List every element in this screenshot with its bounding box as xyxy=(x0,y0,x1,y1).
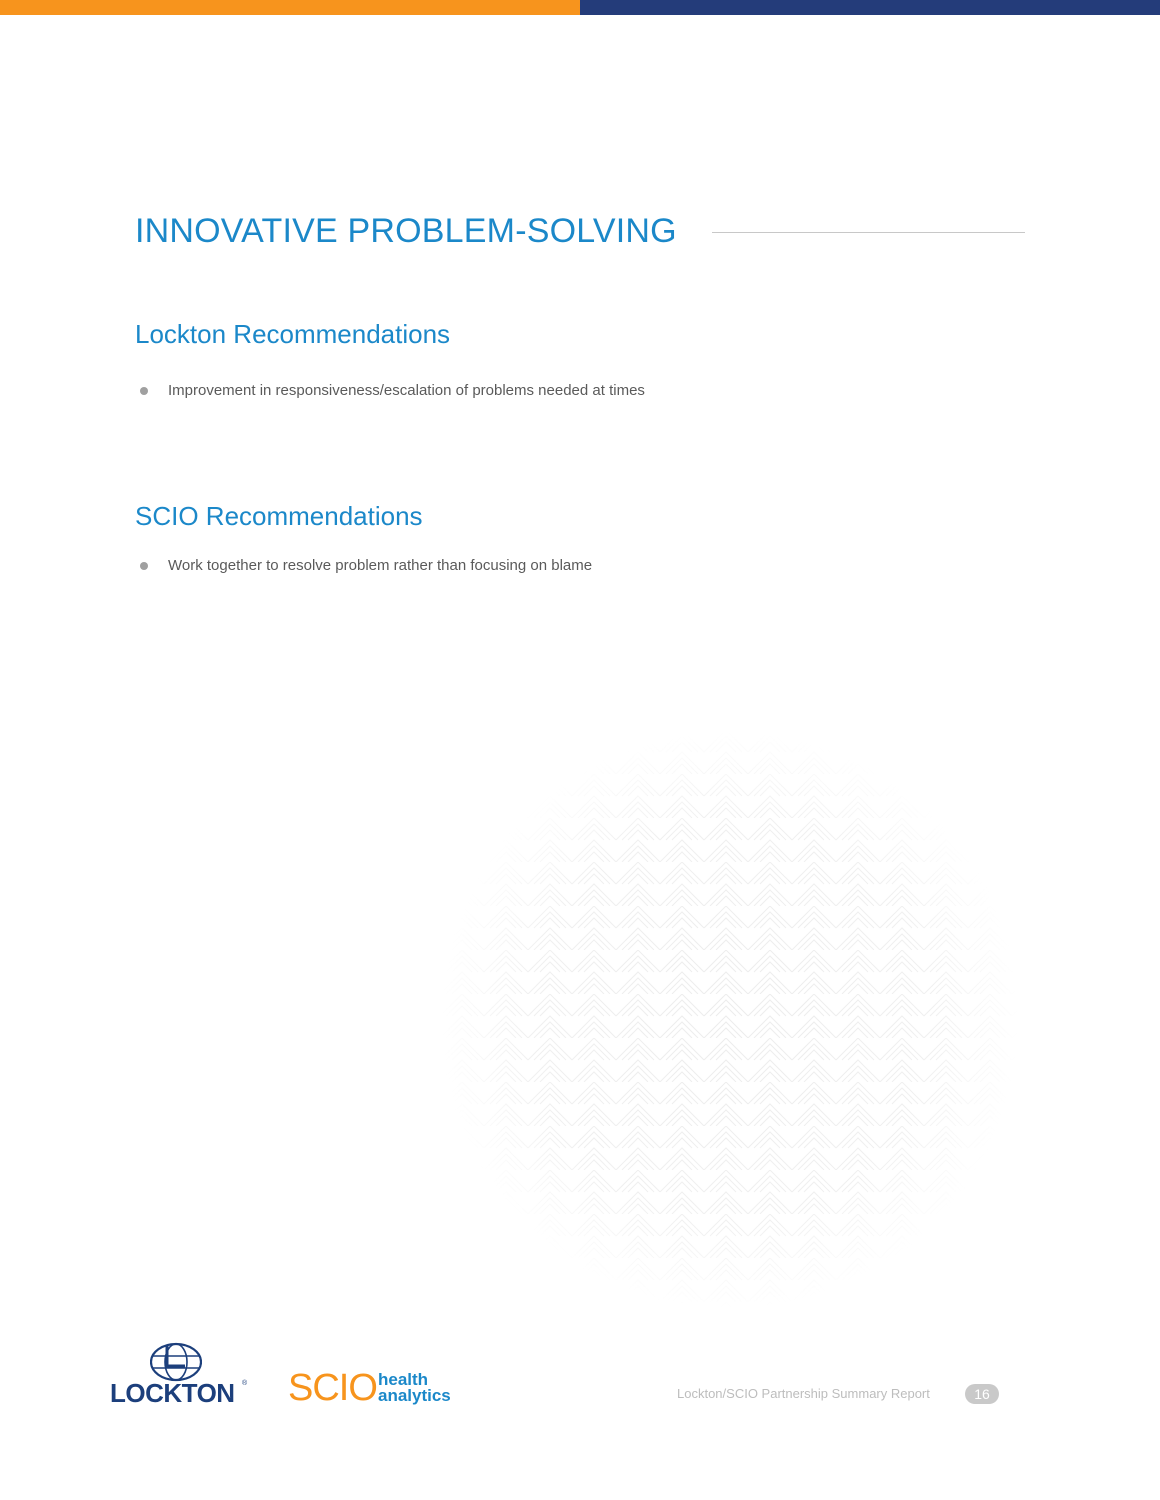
top-bar-orange-segment xyxy=(0,0,580,15)
section-heading-lockton: Lockton Recommendations xyxy=(135,319,451,349)
registered-mark: ® xyxy=(242,1380,248,1387)
list-item-text: Improvement in responsiveness/escalation of problems needed at times xyxy=(168,382,645,399)
top-bar-navy-segment xyxy=(580,0,1160,15)
bullet-icon xyxy=(140,562,148,570)
footer-report-name: Lockton/SCIO Partnership Summary Report xyxy=(677,1386,930,1401)
list-item xyxy=(140,556,592,576)
page-title: INNOVATIVE PROBLEM-SOLVING xyxy=(135,212,677,250)
scio-wordmark: SCIO xyxy=(288,1367,377,1409)
scio-health-text: health xyxy=(378,1370,429,1389)
scio-recommendations-list xyxy=(140,556,592,576)
top-accent-bar xyxy=(0,0,1160,15)
lockton-globe-icon xyxy=(150,1342,202,1382)
scio-analytics-text: analytics xyxy=(378,1386,451,1405)
section-heading-scio: SCIO Recommendations xyxy=(135,501,423,531)
list-item xyxy=(140,381,645,401)
page-number-badge: 16 xyxy=(965,1384,999,1404)
lockton-recommendations-list xyxy=(140,381,645,401)
background-pattern-watermark xyxy=(440,730,1020,1310)
lockton-logo xyxy=(110,1342,246,1410)
lockton-wordmark: LOCKTON xyxy=(110,1378,235,1408)
list-item-text: Work together to resolve problem rather than focusing on blame xyxy=(168,557,593,574)
bullet-icon xyxy=(140,387,148,395)
scio-health-analytics-logo xyxy=(288,1368,468,1408)
title-divider xyxy=(712,232,1025,233)
